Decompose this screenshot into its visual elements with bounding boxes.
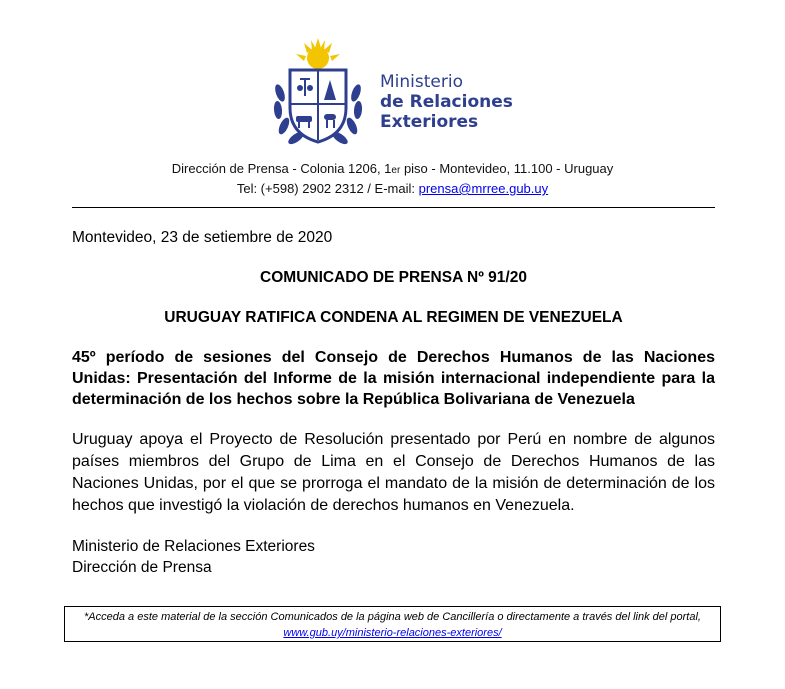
address-text-part2: piso - Montevideo, 11.100 - Uruguay <box>400 161 614 176</box>
release-number: COMUNICADO DE PRENSA Nº 91/20 <box>260 269 527 286</box>
release-date: Montevideo, 23 de setiembre de 2020 <box>72 229 333 246</box>
ministry-name-line3: Exteriores <box>380 112 479 132</box>
press-release-body <box>72 227 715 578</box>
portal-link[interactable]: www.gub.uy/ministerio-relaciones-exteriores/ <box>283 627 502 639</box>
contact-line <box>0 180 785 198</box>
ministry-name-line2: de Relaciones <box>380 92 513 112</box>
ministry-name-line1: Ministerio <box>380 72 463 92</box>
signature-ministry: Ministerio de Relaciones Exteriores <box>72 538 315 555</box>
coat-of-arms-logo <box>268 38 368 148</box>
email-link[interactable]: prensa@mrree.gub.uy <box>418 181 549 196</box>
footnote-box <box>64 606 721 642</box>
footnote-text: *Acceda a este material de la sección Comunicados de la página web de Cancillería o directamente a través del link del portal, <box>84 611 701 623</box>
header-divider <box>72 207 715 208</box>
contact-address-block <box>0 160 785 198</box>
letterhead <box>0 0 785 200</box>
signature-department: Dirección de Prensa <box>72 559 212 576</box>
ministry-name <box>380 72 513 132</box>
release-paragraph: Uruguay apoya el Proyecto de Resolución presentado por Perú en nombre de algunos países miembros del Grupo de Lima en el Consejo de Derechos Humanos de las Naciones Unidas, por el que se prorroga el mandato de la misión de determinación de los hechos que investigó la violación de derechos humanos en Venezuela. <box>72 431 715 514</box>
release-headline: URUGUAY RATIFICA CONDENA AL REGIMEN DE VENEZUELA <box>164 309 623 326</box>
release-subheading: 45º período de sesiones del Consejo de Derechos Humanos de las Naciones Unidas: Presentación del Informe de la misión internacional independiente para la determinación de los hechos sobre la República Bolivariana de Venezuela <box>72 349 715 408</box>
address-line <box>0 160 785 180</box>
contact-phone-text: Tel: (+598) 2902 2312 / E-mail: <box>236 181 419 196</box>
sun-icon <box>296 38 340 69</box>
address-text-part1: Dirección de Prensa - Colonia 1206, 1 <box>171 161 392 176</box>
address-superscript: er <box>391 165 401 176</box>
